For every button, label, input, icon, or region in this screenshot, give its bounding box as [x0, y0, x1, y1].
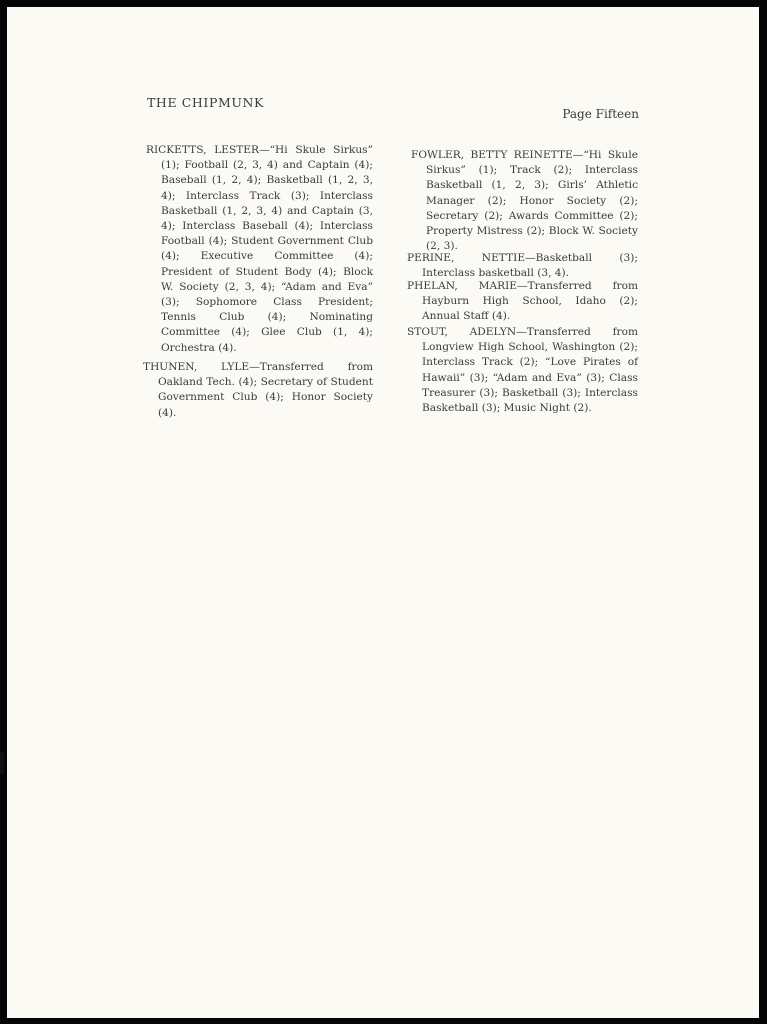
entry-fowler-betty: [411, 148, 638, 254]
entry-text: RICKETTS, LESTER—“Hi Skule Sirkus” (1); Football (2, 3, 4) and Captain (4); Baseball (1, 2, 4); Basketball (1, 2, 3, 4); Interclass Track (3); Interclass Basketball (1, 2, 3, 4) and Captain (3, 4); Interclass Baseball (4); Interclass Football (4); Student Government Club (4); Executive Committee (4); President of Student Body (4); Block W. Society (2, 3, 4); “Adam and Eva” (3); Sophomore Class President; Tennis Club (4); Nominating Committee (4); Glee Club (1, 4); Orchestra (4).: [146, 144, 373, 354]
entry-thunen-lyle: [143, 360, 373, 421]
entry-text: THUNEN, LYLE—Transferred from Oakland Tech. (4); Secretary of Student Government Club (4); Honor Society (4).: [143, 361, 373, 419]
entry-text: PERINE, NETTIE—Basketball (3); Interclass basketball (3, 4).: [407, 252, 638, 280]
entry-perine-nettie: [407, 251, 638, 281]
entry-text: STOUT, ADELYN—Transferred from Longview High School, Washington (2); Interclass Track (2); “Love Pirates of Hawaii” (3); “Adam and Eva” (3); Class Treasurer (3); Basketball (3); Interclass Basketball (3); Music Night (2).: [407, 326, 638, 415]
entry-ricketts-lester: [146, 143, 373, 356]
entry-phelan-marie: [407, 279, 638, 325]
page-number: Page Fifteen: [562, 107, 639, 121]
entry-text: FOWLER, BETTY REINETTE—“Hi Skule Sirkus” (1); Track (2); Interclass Basketball (1, 2, 3); Girls’ Athletic Manager (2); Honor Society (2); Secretary (2); Awards Committee (2); Property Mistress (2); Block W. Society (2, 3).: [411, 149, 638, 253]
entry-text: PHELAN, MARIE—Transferred from Hayburn High School, Idaho (2); Annual Staff (4).: [407, 280, 638, 323]
publication-title: THE CHIPMUNK: [147, 95, 264, 110]
binding-mark: [0, 752, 4, 774]
document-page: [7, 7, 759, 1018]
entry-stout-adelyn: [407, 325, 638, 416]
